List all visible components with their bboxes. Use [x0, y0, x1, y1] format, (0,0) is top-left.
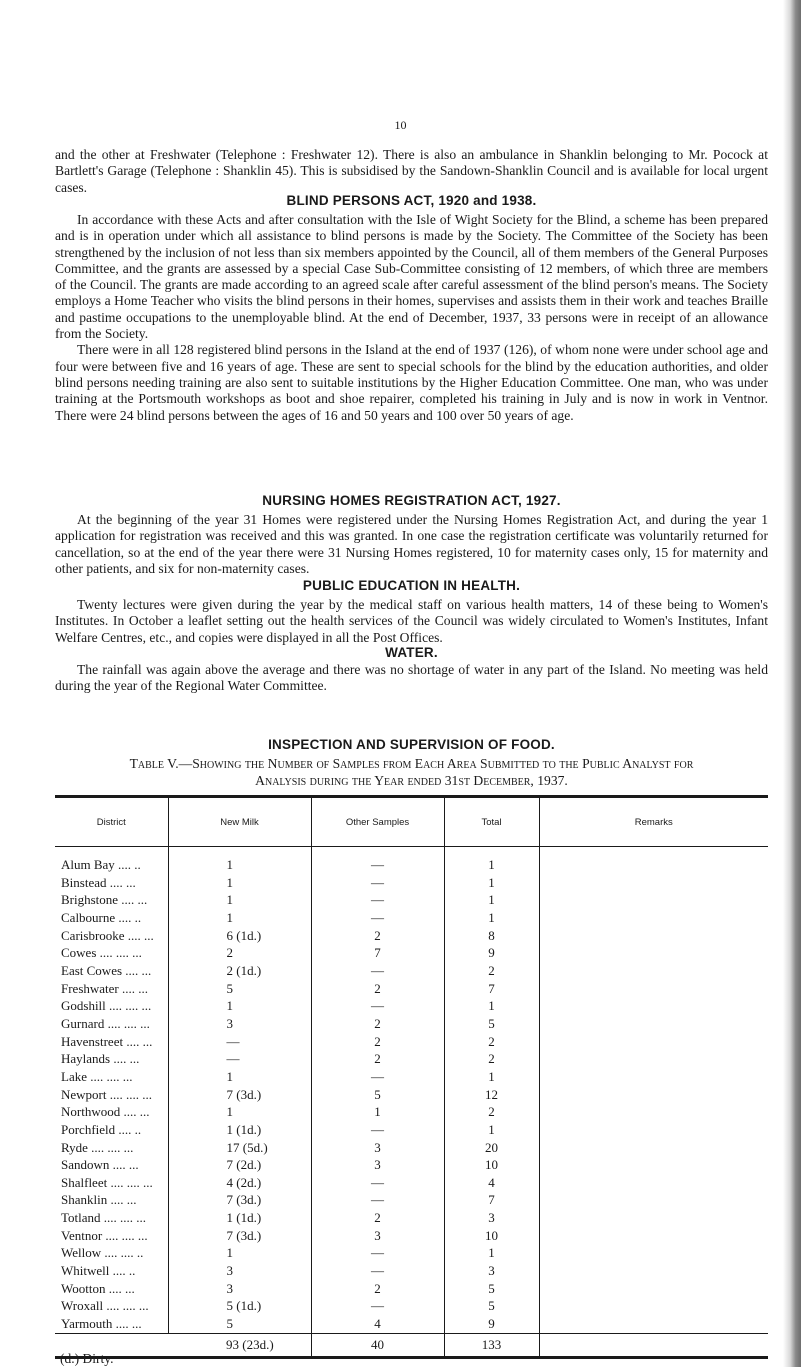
remarks-cell: [539, 944, 768, 962]
other-samples-cell: —: [311, 997, 444, 1015]
column-header-total: Total: [444, 797, 539, 847]
samples-table: [55, 795, 768, 1359]
table-row: [55, 962, 768, 980]
remarks-cell: [539, 1174, 768, 1192]
other-samples-cell: 5: [311, 1086, 444, 1104]
district-cell: Sandown .... ...: [55, 1156, 168, 1174]
food-inspection-heading: INSPECTION AND SUPERVISION OF FOOD.: [268, 737, 555, 752]
new-milk-cell: 17 (5d.): [168, 1139, 311, 1157]
blind-persons-heading: BLIND PERSONS ACT, 1920 and 1938.: [286, 193, 537, 208]
table-row: [55, 891, 768, 909]
total-cell: 4: [444, 1174, 539, 1192]
remarks-cell: [539, 1262, 768, 1280]
other-samples-cell: —: [311, 909, 444, 927]
district-cell: Wroxall .... .... ...: [55, 1297, 168, 1315]
remarks-cell: [539, 1015, 768, 1033]
nursing-paragraph: At the beginning of the year 31 Homes were registered under the Nursing Homes Registration Act, and during the year 1 application for registration was received and this was granted. In one case the registration certificate was voluntarily returned for cancellation, so at the end of the year there were 31 Nursing Homes registered, 10 for maternity cases only, 15 for maternity and other patients, and six for non-maternity cases.: [55, 512, 768, 576]
district-cell: Ventnor .... .... ...: [55, 1227, 168, 1245]
district-cell: East Cowes .... ...: [55, 962, 168, 980]
new-milk-cell: 3: [168, 1280, 311, 1298]
new-milk-cell: 7 (3d.): [168, 1227, 311, 1245]
total-cell: 1: [444, 1121, 539, 1139]
remarks-cell: [539, 927, 768, 945]
totals-row: [55, 1333, 768, 1357]
other-samples-cell: 2: [311, 927, 444, 945]
total-cell: 1: [444, 997, 539, 1015]
total-cell: 5: [444, 1297, 539, 1315]
district-cell: Wootton .... ...: [55, 1280, 168, 1298]
other-samples-cell: —: [311, 1262, 444, 1280]
table-row: [55, 1033, 768, 1051]
other-samples-cell: 1: [311, 1103, 444, 1121]
water-paragraph: The rainfall was again above the average and there was no shortage of water in any part of the Island. No meeting was held during the year of the Regional Water Committee.: [55, 662, 768, 694]
public-education-section: [55, 597, 768, 646]
district-cell: Northwood .... ...: [55, 1103, 168, 1121]
remarks-cell: [539, 1191, 768, 1209]
remarks-cell: [539, 997, 768, 1015]
total-cell: 9: [444, 1315, 539, 1333]
district-cell: Yarmouth .... ...: [55, 1315, 168, 1333]
new-milk-cell: —: [168, 1033, 311, 1051]
other-samples-cell: —: [311, 1121, 444, 1139]
district-cell: Lake .... .... ...: [55, 1068, 168, 1086]
total-cell: 2: [444, 1050, 539, 1068]
remarks-cell: [539, 1297, 768, 1315]
total-cell: 5: [444, 1280, 539, 1298]
other-samples-cell: —: [311, 1244, 444, 1262]
table-row: [55, 1103, 768, 1121]
column-header-district: District: [55, 797, 168, 847]
table-row: [55, 874, 768, 892]
new-milk-cell: 1: [168, 909, 311, 927]
total-cell: 1: [444, 1244, 539, 1262]
blind-paragraph-1: In accordance with these Acts and after consultation with the Isle of Wight Society for the Blind, a scheme has been prepared and is in operation under which all assistance to blind persons is made by the Society. The Committee of the Society has been strengthened by the inclusion of not less than six members appointed by the Council, all of them members of the General Purposes Committee, and the grants are assessed by a special Case Sub-Committee consisting of 12 members, of which three are members of the Council. The grants are made according to an agreed scale after careful assessment of the blind person's means. The Society employs a Home Teacher who visits the blind persons in their homes, supervises and assists them in their work and teaches Braille and pastime occupations to the unemployable blind. At the end of December, 1937, 33 persons were in receipt of an allowance from the Society.: [55, 212, 768, 342]
other-samples-cell: —: [311, 847, 444, 874]
total-cell: 7: [444, 1191, 539, 1209]
table-caption-line-1: Table V.—Showing the Number of Samples from Each Area Submitted to the Public Analyst for: [129, 756, 694, 771]
other-samples-cell: —: [311, 1297, 444, 1315]
district-cell: Alum Bay .... ..: [55, 847, 168, 874]
blind-persons-section: [55, 212, 768, 424]
total-cell: 3: [444, 1262, 539, 1280]
total-other-samples: 40: [311, 1333, 444, 1357]
table-row: [55, 927, 768, 945]
table-row: [55, 1174, 768, 1192]
total-cell: 10: [444, 1227, 539, 1245]
remarks-cell: [539, 1086, 768, 1104]
table-row: [55, 1262, 768, 1280]
page-number: 10: [394, 118, 407, 132]
remarks-cell: [539, 1139, 768, 1157]
remarks-cell: [539, 1156, 768, 1174]
new-milk-cell: 7 (3d.): [168, 1086, 311, 1104]
column-header-other-samples: Other Samples: [311, 797, 444, 847]
total-cell: 1: [444, 909, 539, 927]
other-samples-cell: —: [311, 1191, 444, 1209]
new-milk-cell: 1: [168, 1103, 311, 1121]
district-cell: Binstead .... ...: [55, 874, 168, 892]
total-cell: 3: [444, 1209, 539, 1227]
other-samples-cell: —: [311, 1174, 444, 1192]
other-samples-cell: 2: [311, 1209, 444, 1227]
other-samples-cell: —: [311, 962, 444, 980]
total-cell: 9: [444, 944, 539, 962]
new-milk-cell: 1: [168, 1244, 311, 1262]
district-cell: Brighstone .... ...: [55, 891, 168, 909]
district-cell: Haylands .... ...: [55, 1050, 168, 1068]
total-cell: 2: [444, 1103, 539, 1121]
other-samples-cell: 3: [311, 1156, 444, 1174]
new-milk-cell: 6 (1d.): [168, 927, 311, 945]
public-education-heading: PUBLIC EDUCATION IN HEALTH.: [302, 578, 521, 593]
total-new-milk: 93 (23d.): [168, 1333, 311, 1357]
remarks-cell: [539, 1280, 768, 1298]
district-cell: Cowes .... .... ...: [55, 944, 168, 962]
district-cell: Shalfleet .... .... ...: [55, 1174, 168, 1192]
new-milk-cell: 5: [168, 980, 311, 998]
remarks-cell: [539, 1315, 768, 1333]
new-milk-cell: 5: [168, 1315, 311, 1333]
other-samples-cell: 7: [311, 944, 444, 962]
new-milk-cell: 4 (2d.): [168, 1174, 311, 1192]
total-cell: 1: [444, 891, 539, 909]
total-cell: 2: [444, 1033, 539, 1051]
total-cell: 1: [444, 1068, 539, 1086]
table-row: [55, 980, 768, 998]
new-milk-cell: —: [168, 1050, 311, 1068]
district-cell: Havenstreet .... ...: [55, 1033, 168, 1051]
district-cell: Newport .... .... ...: [55, 1086, 168, 1104]
table-row: [55, 1227, 768, 1245]
new-milk-cell: 7 (3d.): [168, 1191, 311, 1209]
district-cell: Gurnard .... .... ...: [55, 1015, 168, 1033]
total-cell: 8: [444, 927, 539, 945]
other-samples-cell: 3: [311, 1227, 444, 1245]
remarks-cell: [539, 962, 768, 980]
table-row: [55, 1086, 768, 1104]
table-row: [55, 944, 768, 962]
table-footnote: (d.) Dirty.: [60, 1351, 114, 1366]
other-samples-cell: 3: [311, 1139, 444, 1157]
district-cell: Wellow .... .... ..: [55, 1244, 168, 1262]
remarks-cell: [539, 847, 768, 874]
table-row: [55, 1068, 768, 1086]
table-row: [55, 997, 768, 1015]
new-milk-cell: 2: [168, 944, 311, 962]
column-header-remarks: Remarks: [539, 797, 768, 847]
table-row: [55, 847, 768, 874]
education-paragraph: Twenty lectures were given during the year by the medical staff on various health matters, 14 of these being to Women's Institutes. In October a leaflet setting out the health services of the Council was widely circulated to Women's Institutes, Infant Welfare Centres, etc., and copies were displayed in all the Post Offices.: [55, 597, 768, 645]
district-cell: Totland .... .... ...: [55, 1209, 168, 1227]
nursing-homes-section: [55, 512, 768, 577]
remarks-cell: [539, 909, 768, 927]
other-samples-cell: —: [311, 874, 444, 892]
table-row: [55, 1209, 768, 1227]
district-cell: Carisbrooke .... ...: [55, 927, 168, 945]
other-samples-cell: 2: [311, 1015, 444, 1033]
other-samples-cell: 2: [311, 980, 444, 998]
total-cell: 1: [444, 847, 539, 874]
table-row: [55, 1015, 768, 1033]
other-samples-cell: 2: [311, 1280, 444, 1298]
total-cell: 20: [444, 1139, 539, 1157]
district-cell: Porchfield .... ..: [55, 1121, 168, 1139]
new-milk-cell: 1: [168, 1068, 311, 1086]
new-milk-cell: 1: [168, 891, 311, 909]
district-cell: Calbourne .... ..: [55, 909, 168, 927]
total-remarks: [539, 1333, 768, 1357]
district-cell: Freshwater .... ...: [55, 980, 168, 998]
new-milk-cell: 1 (1d.): [168, 1121, 311, 1139]
remarks-cell: [539, 1209, 768, 1227]
table-row: [55, 1315, 768, 1333]
intro-paragraph: [55, 147, 768, 196]
table-row: [55, 1050, 768, 1068]
total-cell: 1: [444, 874, 539, 892]
total-cell: 5: [444, 1015, 539, 1033]
remarks-cell: [539, 1121, 768, 1139]
other-samples-cell: —: [311, 891, 444, 909]
remarks-cell: [539, 891, 768, 909]
district-cell: Godshill .... .... ...: [55, 997, 168, 1015]
new-milk-cell: 5 (1d.): [168, 1297, 311, 1315]
remarks-cell: [539, 980, 768, 998]
new-milk-cell: 1: [168, 847, 311, 874]
table-header-row: [55, 797, 768, 847]
remarks-cell: [539, 1050, 768, 1068]
total-cell: 2: [444, 962, 539, 980]
page-edge-shadow: [783, 0, 801, 1367]
intro-text: and the other at Freshwater (Telephone : Freshwater 12). There is also an ambulance in Shanklin belonging to Mr. Pocock at Bartlett's Garage (Telephone : Shanklin 45). This is subsidised by the Sandown-Shanklin Council and is available for local urgent cases.: [55, 147, 768, 195]
total-cell: 7: [444, 980, 539, 998]
total-cell: 10: [444, 1156, 539, 1174]
district-cell: Shanklin .... ...: [55, 1191, 168, 1209]
table-row: [55, 1156, 768, 1174]
new-milk-cell: 1 (1d.): [168, 1209, 311, 1227]
remarks-cell: [539, 874, 768, 892]
remarks-cell: [539, 1244, 768, 1262]
total-cell: 12: [444, 1086, 539, 1104]
new-milk-cell: 1: [168, 874, 311, 892]
table-row: [55, 1280, 768, 1298]
water-heading: WATER.: [385, 645, 438, 660]
new-milk-cell: 3: [168, 1015, 311, 1033]
other-samples-cell: 2: [311, 1033, 444, 1051]
grand-total: 133: [444, 1333, 539, 1357]
new-milk-cell: 3: [168, 1262, 311, 1280]
new-milk-cell: 1: [168, 997, 311, 1015]
new-milk-cell: 2 (1d.): [168, 962, 311, 980]
water-section: [55, 662, 768, 695]
other-samples-cell: 2: [311, 1050, 444, 1068]
table-row: [55, 1244, 768, 1262]
remarks-cell: [539, 1068, 768, 1086]
new-milk-cell: 7 (2d.): [168, 1156, 311, 1174]
other-samples-cell: 4: [311, 1315, 444, 1333]
nursing-homes-heading: NURSING HOMES REGISTRATION ACT, 1927.: [262, 493, 561, 508]
table-row: [55, 1121, 768, 1139]
district-cell: Ryde .... .... ...: [55, 1139, 168, 1157]
remarks-cell: [539, 1033, 768, 1051]
remarks-cell: [539, 1103, 768, 1121]
blind-paragraph-2: There were in all 128 registered blind persons in the Island at the end of 1937 (126), of whom none were under school age and four were between five and 16 years of age. These are sent to special schools for the blind by the education authorities, and older blind persons needing training are also sent to suitable institutions by the Higher Education Committee. One man, who was under training at the Portsmouth workshops as boot and shoe repairer, completed his training in July and is now in work in Ventnor. There were 24 blind persons between the ages of 16 and 50 years and 100 over 50 years of age.: [55, 342, 768, 423]
table-row: [55, 1191, 768, 1209]
table-caption-line-2: Analysis during the Year ended 31st December, 1937.: [255, 773, 568, 788]
other-samples-cell: —: [311, 1068, 444, 1086]
district-cell: Whitwell .... ..: [55, 1262, 168, 1280]
table-row: [55, 1297, 768, 1315]
column-header-new-milk: New Milk: [168, 797, 311, 847]
table-row: [55, 909, 768, 927]
remarks-cell: [539, 1227, 768, 1245]
table-caption: [55, 755, 768, 789]
table-row: [55, 1139, 768, 1157]
